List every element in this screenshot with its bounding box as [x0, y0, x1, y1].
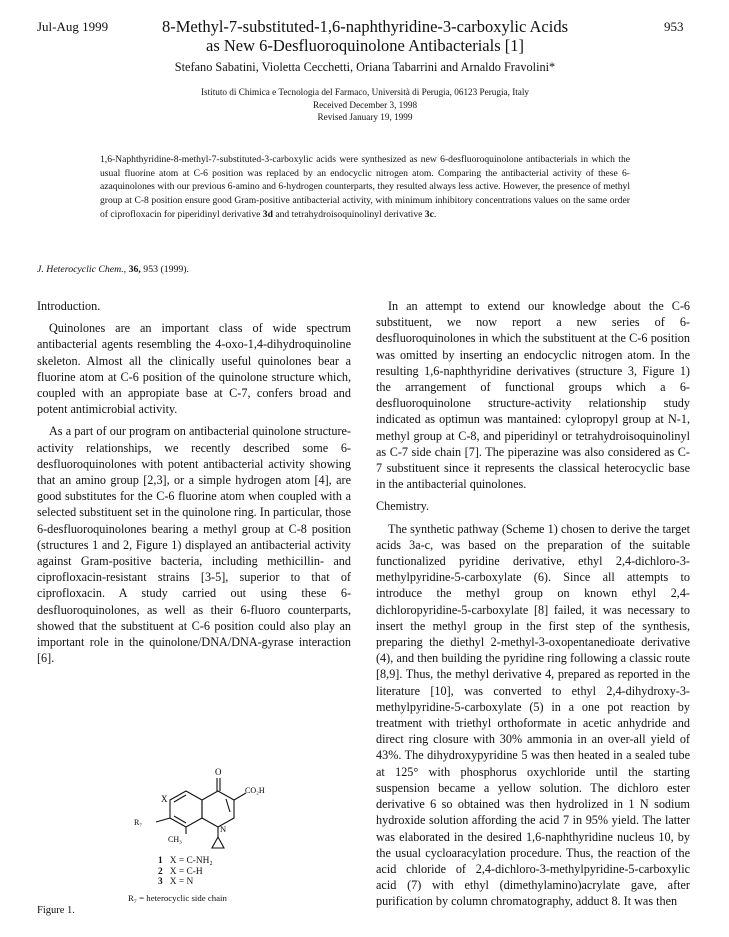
left-column — [37, 298, 351, 666]
chemistry-paragraph-1: The synthetic pathway (Scheme 1) chosen to derive the target acids 3a-c, was based on the preparation of the suitable functionalized pyridine derivative, ethyl 2,4-dichloro-3-methylpyridine-5-carboxylate (6). Since all attempts to introduce the methyl group on known ethyl 2,4-dichloropyridine-5-carboxylate [8] failed, it was necessary to insert the methyl group in the first step of the synthesis, preparing the diethyl 2-methyl-3-oxopentanedioate derivative (4), and then building the pyridine ring following a classic route [8,9]. Thus, the methyl derivative 4, prepared as reported in the literature [10], was converted to ethyl 2,4-dihydroxy-3-methylpyridine-5-carboxylate (5) in a one pot reaction by treatment with triethyl orthoformate in acetic anhydride and direct ring closure with 30% ammonia in an over-all yield of 43%. The dihydroxypyridine 5 was then heated in a sealed tube at 125° with phosphorus oxychloride until the starting suspension became a yellow solution. The dichloro ester derivative 6 so obtained was then hydrolized in 1 N sodium hydroxide solution affording the acid 7 in 95% yield. The latter was elaborated in the desired 1,6-naphthyridine nucleus 10, by the usual cycloaracylation procedure. Thus, the reaction of the acid chloride of 2,4-dichloro-3-methylpyridine-5-carboxylic acid (7) with ethyl (dimethylamino)acrylate gave, after purification by column chromatography, adduct 8. It was then — [376, 521, 690, 909]
section-heading-introduction: Introduction. — [37, 299, 101, 313]
figure-legend — [158, 856, 213, 888]
journal-volume: 36, — [128, 264, 141, 275]
abstract-text-middle: and tetrahydroisoquinolinyl derivative — [272, 208, 425, 220]
article-title — [130, 17, 600, 55]
legend-row — [158, 867, 213, 878]
abstract-compound-3d: 3d — [262, 208, 273, 220]
legend-number: 1 — [158, 856, 163, 866]
r7-label: R₇ — [134, 818, 143, 827]
oxo-label: O — [215, 767, 222, 777]
intro-paragraph-2: As a part of our program on antibacterial quinolone structure-activity relationships, we recently described some 6-desfluoroquinolones with potent antibacterial activity showing that an amino group [2,3], or a simple hydrogen atom [4], are good substitutes for the C-6 fluorine atom when coupled with a selected substituent set in the quinolone ring. In particular, those 6-desfluoroquinolones bearing a methyl group at C-8 position (structures 1 and 2, Figure 1) displayed an antibacterial activity against Gram-positive bacteria, including methicillin- and ciprofloxacin-resistant strains [3-5], superior to that of ciprofloxacin. A study carried out using these 6-desfluoroquinolones, as well as their 6-fluoro counterparts, showed that the substituent at C-6 position could also play an important role in the quinolone/DNA/DNA-gyrase interaction [6]. — [37, 424, 351, 666]
nitrogen-label: N — [220, 824, 227, 834]
methyl-label: CH₃ — [168, 835, 182, 844]
legend-definition: X = N — [169, 877, 194, 887]
right-column — [376, 298, 690, 910]
legend-row — [158, 877, 213, 888]
author-list: Stefano Sabatini, Violetta Cecchetti, Oriana Tabarrini and Arnaldo Fravolini* — [174, 60, 556, 74]
affiliation: Istituto di Chimica e Tecnologia del Farmaco, Università di Perugia, 06123 Perugia, Italy — [200, 87, 530, 97]
figure-footnote: R₇ = heterocyclic side chain — [128, 893, 227, 903]
title-line-2: as New 6-Desfluoroquinolone Antibacterials [1] — [206, 36, 524, 55]
running-header-date: Jul-Aug 1999 — [37, 19, 109, 34]
revised-date: Revised January 19, 1999 — [317, 112, 413, 122]
section-heading-chemistry: Chemistry. — [376, 499, 430, 514]
quinolone-structure-diagram — [128, 762, 268, 912]
journal-name: J. Heterocyclic Chem., — [37, 264, 127, 275]
intro-paragraph-1: Quinolones are an important class of wide spectrum antibacterial agents resembling the 4-oxo-1,4-dihydroquinoline skeleton. Almost all the clinically useful quinolones bear a fluorine atom at C-6 position of the quinolone structure which, coupled with an appropiate base at C-7, confers broad and potent antimicrobial activity. — [37, 321, 351, 417]
citation-rest: 953 (1999). — [143, 264, 190, 275]
abstract-text: 1,6-Naphthyridine-8-methyl-7-substituted-3-carboxylic acids were synthesized as new 6-desfluoroquinolone antibacterials in which the usual fluorine atom at C-6 position was replaced by an endocyclic nitrogen atom. Comparing the antibacterial activity of these 6-azaquinolones with our previous 6-amino and 6-hydrogen counterparts, they resulted always less active. However, the presence of methyl group at C-8 position ensure good Gram-positive antibacterial activity, with minimum inhibitory concentrations values on the same order of ciprofloxacin for piperidinyl derivative — [100, 154, 630, 220]
carboxyl-label: CO₂H — [245, 786, 265, 795]
abstract — [100, 153, 630, 222]
figure-caption: Figure 1. — [37, 905, 75, 916]
legend-number: 2 — [158, 866, 163, 877]
legend-definition: X = C-NH₂ — [169, 856, 213, 866]
journal-citation — [37, 264, 189, 275]
title-line-1: 8-Methyl-7-substituted-1,6-naphthyridine-3-carboxylic Acids — [162, 17, 568, 36]
abstract-text-end: . — [433, 208, 437, 220]
affiliation-block — [120, 86, 610, 124]
abstract-compound-3c: 3c — [424, 208, 434, 220]
page-number: 953 — [664, 19, 684, 34]
legend-row — [158, 856, 213, 867]
intro-paragraph-3: In an attempt to extend our knowledge about the C-6 substituent, we now report a new series of 6-desfluoroquinolones in which the substituent at the C-6 position was omitted by inserting an endocyclic nitrogen atom. In the resulting 1,6-naphthyridine derivatives (structure 3, Figure 1) the arrangement of functional groups which a 6-desfluoroquinolone structure-activity relationship study indicated as optimun was mantained: cylopropyl group at N-1, methyl group at C-8, and piperidinyl or tetrahydroisoquinolinyl as C-7 side chain [7]. The piperazine was also considered as C-7 substituent since it represents the classical heterocyclic base in the antibacterial quinolones. — [376, 299, 690, 492]
x-atom-label: X — [161, 794, 168, 804]
received-date: Received December 3, 1998 — [312, 99, 418, 110]
legend-definition: X = C-H — [169, 866, 203, 877]
legend-number: 3 — [158, 877, 163, 887]
